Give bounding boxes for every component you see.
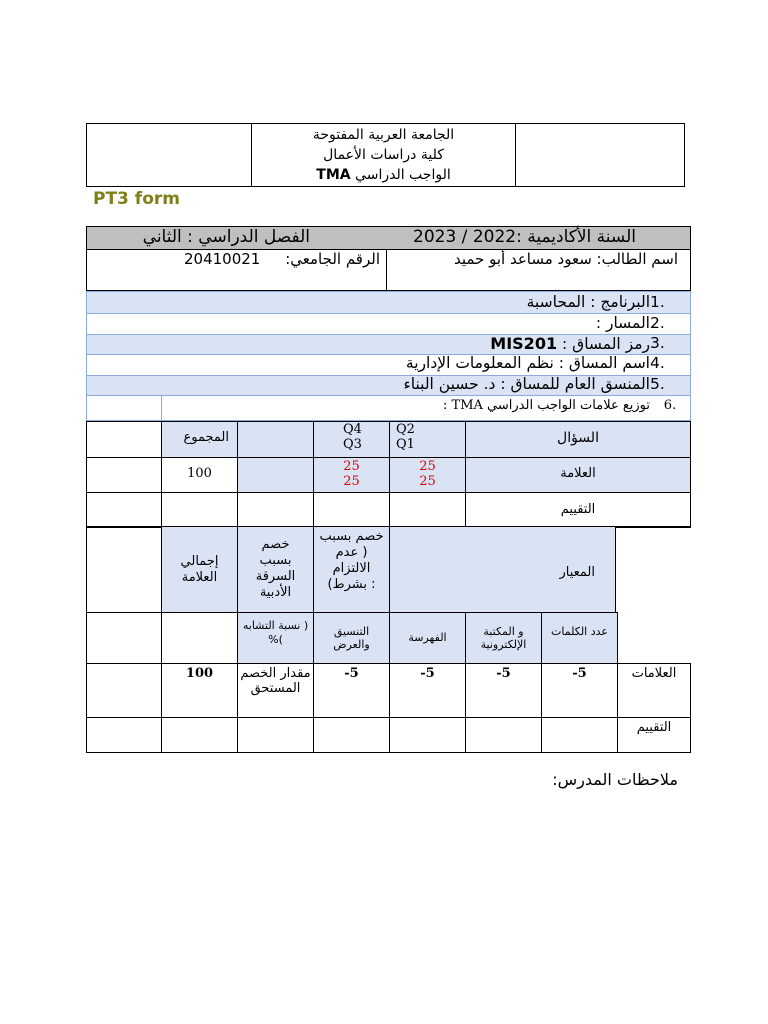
faculty-name: كلية دراسات الأعمال <box>323 147 444 163</box>
indexing-header: الفهرسة <box>390 613 466 664</box>
list-item-course-code: رمز المساق : MIS201 3. <box>86 335 691 355</box>
header-left-cell <box>87 124 252 186</box>
word-count-value: -5 <box>542 664 618 718</box>
marks-label: العلامات <box>618 664 691 718</box>
mark-label: العلامة <box>466 458 691 493</box>
marks-table <box>86 421 691 528</box>
student-name: اسم الطالب: سعود مساعد أبو حميد <box>453 250 678 268</box>
marks-q12: 25 25 <box>390 458 466 493</box>
criteria-table <box>86 526 691 613</box>
question-header: السؤال <box>466 422 691 458</box>
university-name: الجامعة العربية المفتوحة <box>312 127 455 143</box>
student-id: 20410021 <box>184 250 261 268</box>
academic-year-row <box>86 226 691 250</box>
criteria-subtable <box>86 612 691 753</box>
table-row <box>87 422 691 458</box>
word-count-header: عدد الكلمات <box>542 613 618 664</box>
table-row <box>87 718 691 753</box>
total-value: 100 <box>162 458 238 493</box>
q4-q3-header: Q4 Q3 <box>314 422 390 458</box>
academic-year: السنة الأكاديمية :2022 / 2023 <box>413 227 636 247</box>
plagiarism-header: خصم بسبب السرقة الأدبية <box>238 527 314 613</box>
student-row <box>86 249 691 291</box>
table-row <box>87 527 692 613</box>
list-item-course-name: اسم المساق : نظم المعلومات الإدارية 4. <box>86 355 691 376</box>
assignment-title: الواجب الدراسي TMA <box>316 167 451 183</box>
student-id-label: الرقم الجامعي: <box>285 250 380 268</box>
library-header: و المكتبة الإلكترونية <box>466 613 542 664</box>
list-item-program: البرنامج : المحاسبة 1. <box>86 291 691 314</box>
table-row <box>87 458 691 493</box>
formatting-value: -5 <box>314 664 390 718</box>
similarity-header: نسبة التشابه ) %( <box>238 613 314 664</box>
list-item-distribution: توزيع علامات الواجب الدراسي TMA : 6. <box>86 396 691 421</box>
semester: الفصل الدراسي : الثاني <box>142 227 310 247</box>
table-row <box>87 664 691 718</box>
indexing-value: -5 <box>390 664 466 718</box>
library-value: -5 <box>466 664 542 718</box>
total-header: المجموع <box>162 422 238 458</box>
teacher-notes: ملاحظات المدرس: <box>552 770 678 789</box>
header-right-cell <box>515 124 684 186</box>
list-item-coordinator: المنسق العام للمساق : د. حسين البناء 5. <box>86 376 691 396</box>
header-center-cell <box>251 124 516 187</box>
table-row <box>87 613 691 664</box>
formatting-header: التنسيق والعرض <box>314 613 390 664</box>
deduction-amount: مقدار الخصم المستحق <box>238 664 314 718</box>
q2-q1-header: Q2 Q1 <box>390 422 466 458</box>
evaluation-label: التقييم <box>466 493 691 528</box>
evaluation-label-2: التقييم <box>618 718 691 753</box>
list-item-track: المسار : 2. <box>86 314 691 335</box>
header-box <box>86 123 685 187</box>
total-mark-header: إجمالي العلامة <box>162 527 238 613</box>
marks-q34: 25 25 <box>314 458 390 493</box>
noncompliance-header: خصم بسبب ( عدم الالتزام بشرط) : <box>314 527 390 613</box>
total-score: 100 <box>162 664 238 718</box>
table-row <box>87 493 691 528</box>
student-row-divider <box>386 249 387 290</box>
form-title: PT3 form <box>93 189 180 209</box>
criterion-header: المعيار <box>390 527 616 613</box>
